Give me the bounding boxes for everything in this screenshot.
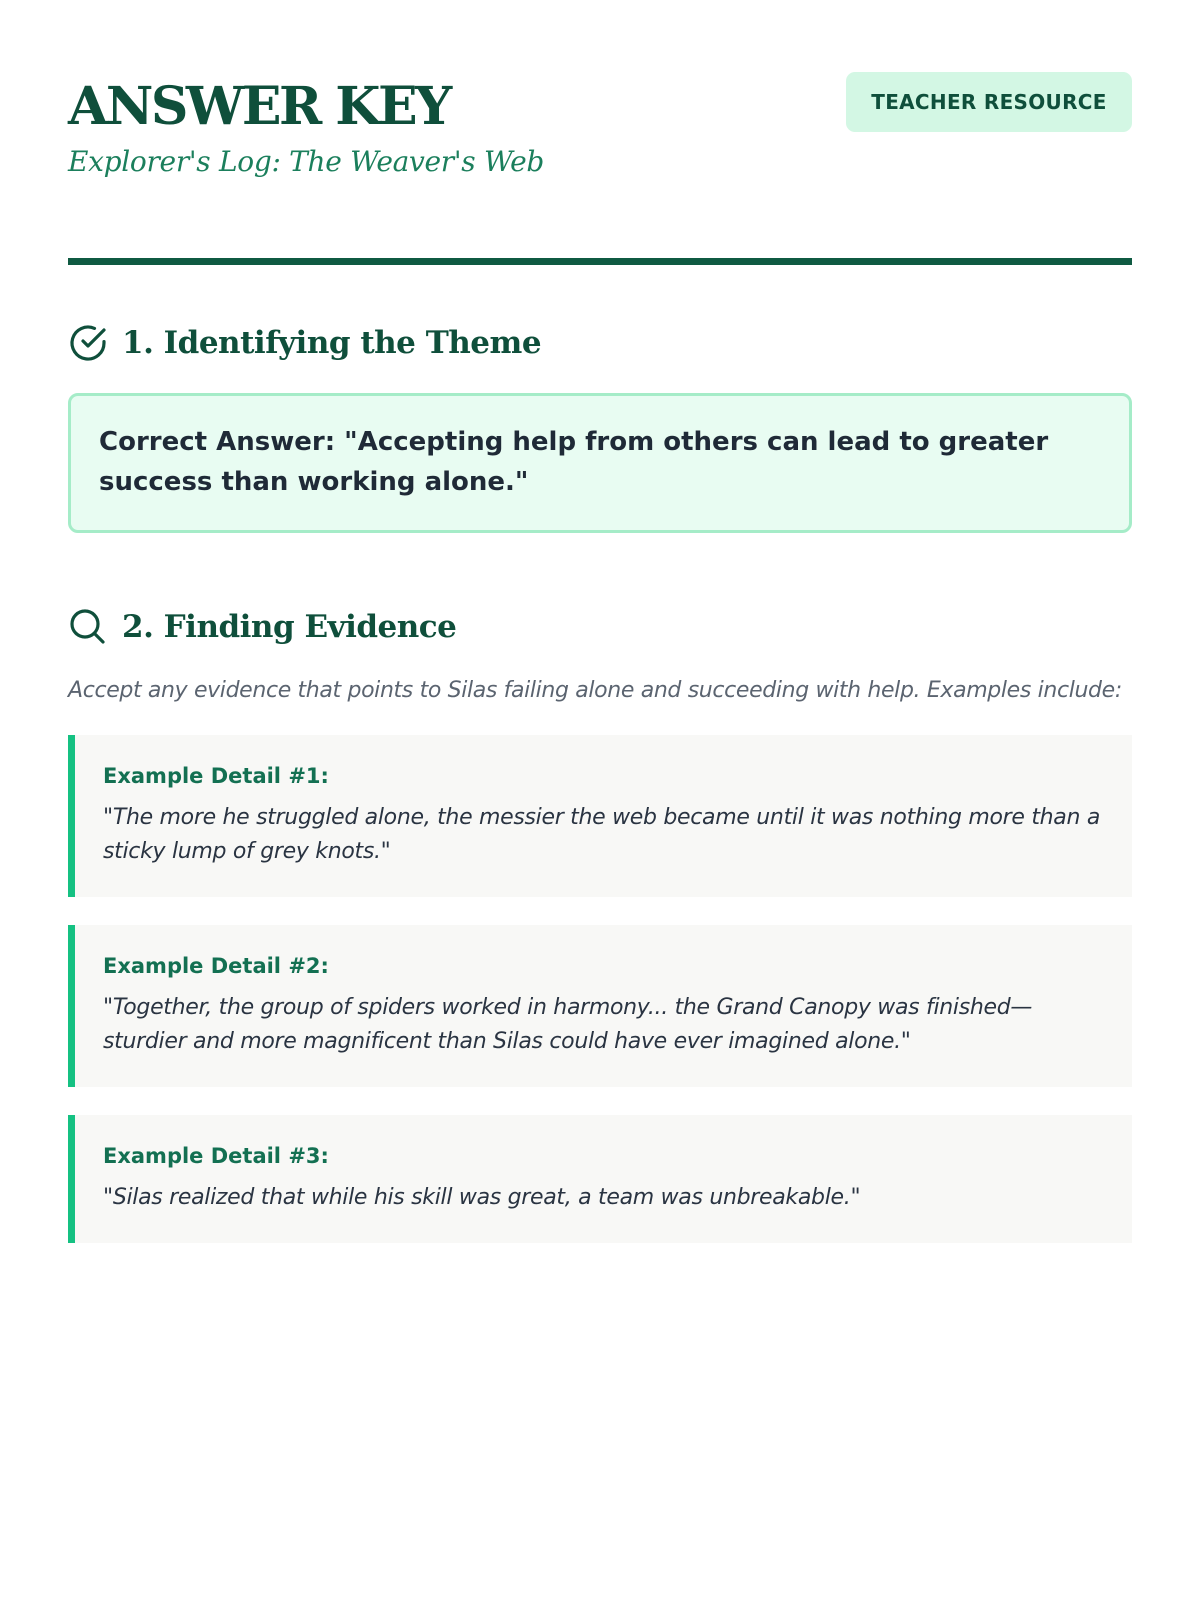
correct-answer-box: Correct Answer: "Accepting help from others can lead to greater success than working alone." [68, 393, 1132, 533]
check-circle-icon [68, 323, 108, 363]
section-finding-evidence [68, 607, 1132, 1243]
search-icon [68, 607, 108, 647]
section-heading [68, 323, 1132, 363]
section-identifying-theme [68, 323, 1132, 533]
section-heading [68, 607, 1132, 647]
example-detail-card [68, 1115, 1132, 1243]
example-label: Example Detail #1: [103, 764, 329, 788]
example-quote: "Silas realized that while his skill was great, a team was unbreakable." [103, 1185, 861, 1210]
example-quote: "The more he struggled alone, the messier the web became until it was nothing more than a sticky lump of grey knots." [103, 805, 1100, 864]
example-detail-card [68, 925, 1132, 1087]
header-divider [68, 258, 1132, 265]
example-label: Example Detail #2: [103, 954, 329, 978]
example-quote: "Together, the group of spiders worked in harmony... the Grand Canopy was finished—sturdier and more magnificent than Silas could have ever imagined alone." [103, 995, 1033, 1054]
evidence-instructions: Accept any evidence that points to Silas failing alone and succeeding with help. Examples include: [68, 678, 1122, 703]
page-title: ANSWER KEY [68, 76, 450, 137]
example-label: Example Detail #3: [103, 1144, 329, 1168]
section-heading-text: 1. Identifying the Theme [122, 325, 542, 361]
teacher-resource-badge: TEACHER RESOURCE [846, 72, 1132, 132]
section-heading-text: 2. Finding Evidence [122, 609, 457, 645]
page-header [68, 72, 1132, 258]
page-subtitle: Explorer's Log: The Weaver's Web [68, 145, 545, 178]
example-detail-card [68, 735, 1132, 897]
